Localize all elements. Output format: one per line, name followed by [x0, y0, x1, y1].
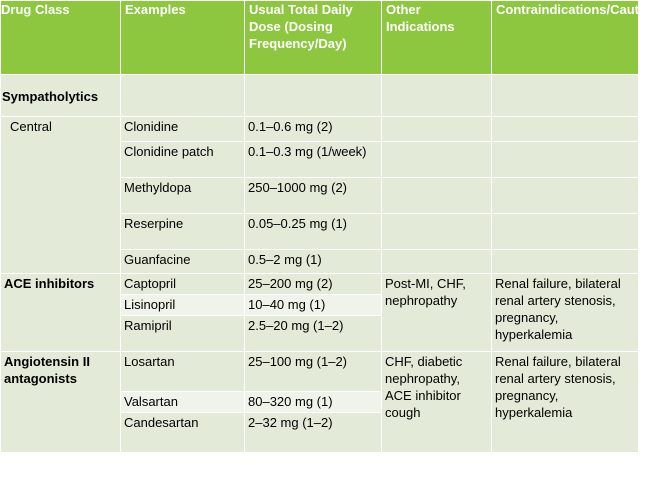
example-cell: Lisinopril	[121, 295, 245, 316]
dose-cell: 80–320 mg (1)	[245, 392, 382, 413]
table-cell	[492, 214, 639, 250]
table-cell	[382, 117, 492, 142]
header-row	[1, 1, 639, 75]
header-other-indications: Other Indications	[382, 1, 492, 75]
header-drug-class: Drug Class	[1, 1, 121, 75]
header-dose: Usual Total Daily Dose (Dosing Frequency/Day)	[245, 1, 382, 75]
table-row	[1, 117, 639, 142]
table-cell	[382, 214, 492, 250]
cautions-cell: Renal failure, bilateral renal artery stenosis, pregnancy, hyperkalemia	[492, 352, 639, 453]
table-cell	[382, 142, 492, 178]
example-cell: Valsartan	[121, 392, 245, 413]
dose-cell: 2–32 mg (1–2)	[245, 413, 382, 453]
table-cell	[492, 117, 639, 142]
dose-cell: 25–200 mg (2)	[245, 274, 382, 295]
example-cell: Clonidine	[121, 117, 245, 142]
dose-cell: 10–40 mg (1)	[245, 295, 382, 316]
example-cell: Guanfacine	[121, 250, 245, 274]
table-cell	[245, 75, 382, 117]
header-contraindications: Contraindications/Cautions	[492, 1, 639, 75]
header-examples: Examples	[121, 1, 245, 75]
example-cell: Ramipril	[121, 316, 245, 352]
example-cell: Reserpine	[121, 214, 245, 250]
example-cell: Candesartan	[121, 413, 245, 453]
section-sympatholytics: Sympatholytics	[1, 75, 121, 117]
table-cell	[121, 75, 245, 117]
example-cell: Captopril	[121, 274, 245, 295]
dose-cell: 25–100 mg (1–2)	[245, 352, 382, 392]
dose-cell: 0.5–2 mg (1)	[245, 250, 382, 274]
table-row	[1, 274, 639, 295]
table-cell	[492, 75, 639, 117]
table-cell	[492, 178, 639, 214]
table-row	[1, 352, 639, 392]
drug-class-central: Central	[1, 117, 121, 274]
cautions-cell: Renal failure, bilateral renal artery stenosis, pregnancy, hyperkalemia	[492, 274, 639, 352]
drug-class-ace: ACE inhibitors	[1, 274, 121, 352]
dose-cell: 0.1–0.6 mg (2)	[245, 117, 382, 142]
dose-cell: 0.05–0.25 mg (1)	[245, 214, 382, 250]
indications-cell: CHF, diabetic nephropathy, ACE inhibitor cough	[382, 352, 492, 453]
example-cell: Clonidine patch	[121, 142, 245, 178]
table-cell	[382, 250, 492, 274]
example-cell: Methyldopa	[121, 178, 245, 214]
dose-cell: 0.1–0.3 mg (1/week)	[245, 142, 382, 178]
table-cell	[382, 75, 492, 117]
dose-cell: 250–1000 mg (2)	[245, 178, 382, 214]
indications-cell: Post-MI, CHF, nephropathy	[382, 274, 492, 352]
drug-class-arb: Angiotensin II antagonists	[1, 352, 121, 453]
table-cell	[382, 178, 492, 214]
dose-cell: 2.5–20 mg (1–2)	[245, 316, 382, 352]
table-cell	[492, 142, 639, 178]
example-cell: Losartan	[121, 352, 245, 392]
table-row	[1, 75, 639, 117]
table-cell	[492, 250, 639, 274]
